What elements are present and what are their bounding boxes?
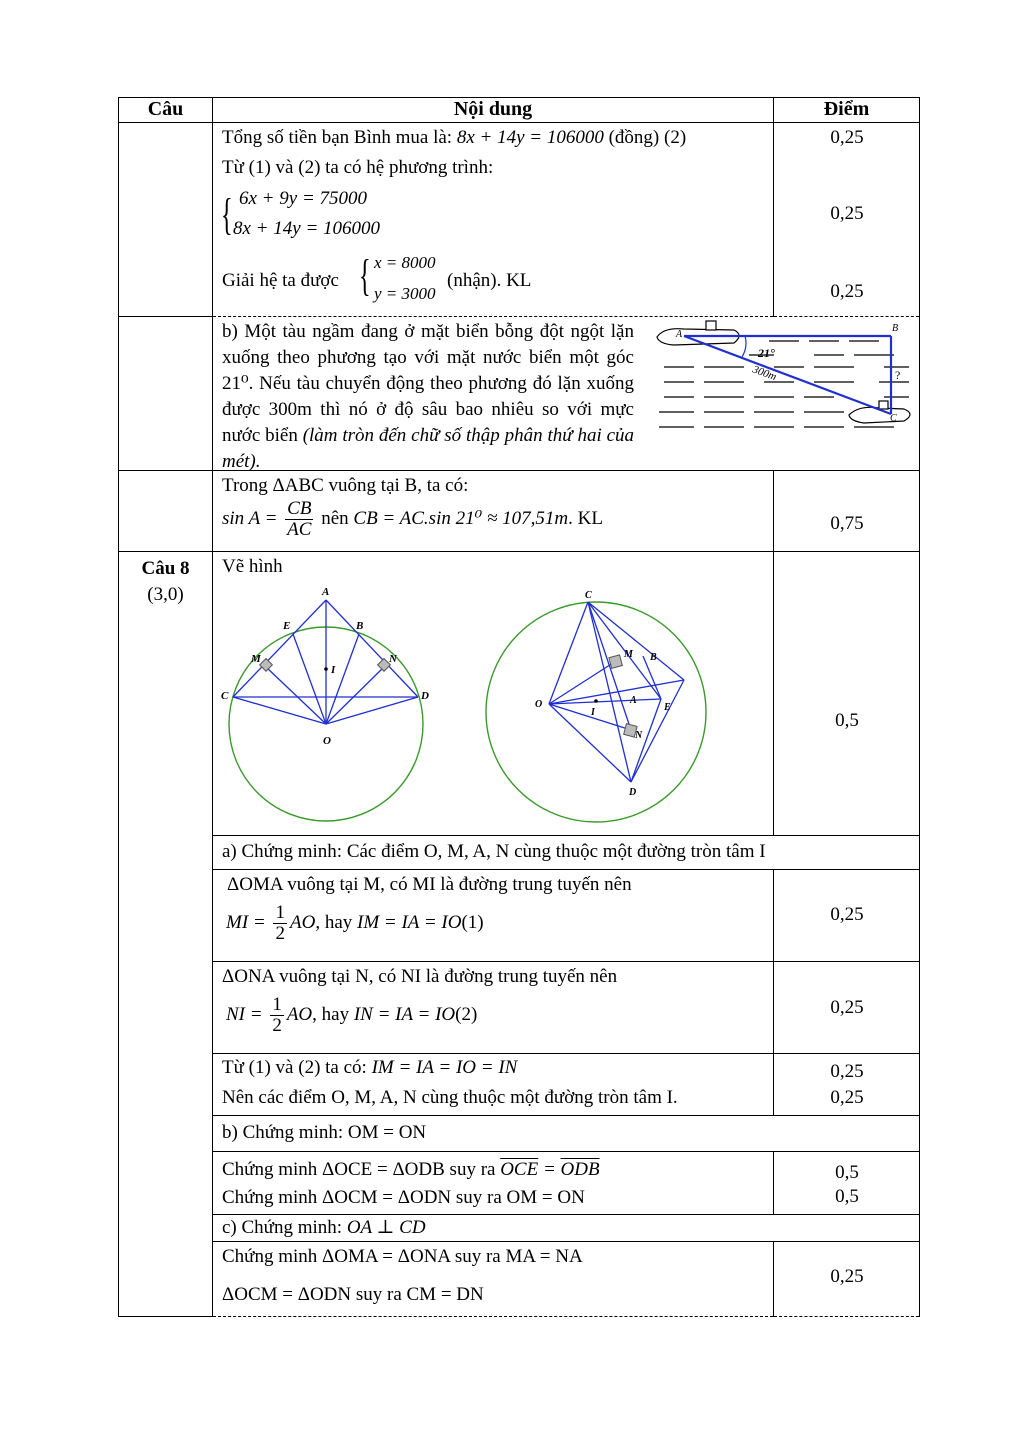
equals-sign: = [542, 1159, 556, 1180]
label-c: C [585, 590, 592, 601]
score-value: 0,5 [835, 1186, 859, 1207]
submarine-problem [213, 317, 919, 470]
label-a: A [322, 587, 330, 598]
solve-tail: (nhận). KL [447, 270, 532, 291]
question-number: Câu 8 [141, 558, 190, 579]
segment-ac [684, 336, 891, 414]
angle-odb: $\overline{ODB}$ [560, 1159, 600, 1180]
row-part-c-proof [119, 1242, 920, 1317]
total-cost-line [222, 125, 686, 151]
conclusion-text: Từ (1) và (2) ta có: [222, 1057, 367, 1078]
submarine-figure [654, 317, 919, 444]
draw-figure-label: Vẽ hình [222, 556, 283, 577]
row-part-a-heading [119, 836, 920, 870]
total-cost-tail: (đồng) (2) [608, 127, 687, 148]
total-cost-text: Tổng số tiền bạn Bình mua là: [222, 127, 453, 148]
eq-rhs: AO [286, 1003, 313, 1025]
proof-1-equation [226, 903, 484, 944]
score-value: 0,75 [830, 513, 864, 534]
label-b: B [650, 652, 657, 663]
label-n: N [389, 653, 397, 665]
answer-table [118, 97, 920, 1317]
label-e: E [664, 702, 671, 713]
problem-text: b) Một tàu ngầm đang ở mặt biển bỗng đột ngột lặn xuống theo phương tạo với mặt nước biển một góc 21⁰. Nếu tàu chuyển động theo phương đó lặn xuống được 300m thì nó ở độ sâu bao nhiêu so với mực nước biển [222, 321, 634, 446]
label-d: D [629, 787, 637, 798]
fraction-denominator: 2 [272, 1015, 282, 1036]
left-brace: { [221, 190, 233, 239]
score-value: 0,25 [830, 1061, 864, 1082]
system-eq-2: 8x + 14y = 106000 [233, 218, 381, 239]
eq-ref: (2) [455, 1003, 478, 1025]
question-8-figure-cell [213, 552, 773, 835]
row-part-a-proof-1 [119, 870, 920, 962]
row-part-c-heading [119, 1215, 920, 1242]
fraction-denominator: 2 [275, 923, 285, 944]
label-o: O [323, 735, 331, 747]
part-c-heading [222, 1215, 426, 1241]
eq-ref: (1) [461, 911, 484, 933]
part-a-heading: a) Chứng minh: Các điểm O, M, A, N cùng thuộc một đường tròn tâm I [222, 841, 766, 862]
score-value: 0,25 [830, 281, 864, 302]
label-n: N [635, 730, 643, 741]
part-b-line-2: Chứng minh ΔOCM = ΔODN suy ra OM = ON [222, 1187, 585, 1208]
label-m: M [251, 653, 261, 665]
label-b: B [892, 323, 899, 334]
row-system [119, 123, 920, 317]
triangle-abc [684, 336, 891, 414]
score-value: 0,25 [830, 997, 864, 1018]
sine-lhs: sin A = [222, 507, 278, 529]
eq-chain: IM = IA = IO [357, 911, 462, 933]
label-i: I [591, 707, 595, 718]
eq-lhs: MI = [226, 911, 266, 933]
label-a: A [630, 695, 637, 706]
connector-word: nên [321, 507, 349, 529]
angle-oce: $\overline{OCE}$ [500, 1159, 539, 1180]
right-angle-m [260, 659, 273, 672]
label-e: E [283, 620, 291, 632]
eq-tail: , hay [315, 911, 353, 933]
answer-key-page [118, 97, 919, 1317]
part-b-heading: b) Chứng minh: OM = ON [222, 1122, 427, 1143]
row-part-a-proof-2 [119, 962, 920, 1054]
triangle-statement: Trong ΔABC vuông tại B, ta có: [222, 475, 469, 496]
figure-2 [486, 590, 706, 822]
sine-solution [213, 471, 773, 551]
row-part-b-proof [119, 1152, 920, 1215]
sine-equation-line [222, 499, 603, 540]
conclusion-line-1 [222, 1055, 517, 1081]
label-c: C [890, 413, 897, 424]
score-value: 0,5 [835, 1162, 859, 1183]
header-score: Điểm [774, 98, 920, 123]
score-value: 0,25 [830, 127, 864, 148]
fraction-half [273, 903, 287, 944]
problem-text-block [222, 319, 634, 475]
question-points: (3,0) [147, 584, 184, 605]
conclusion-equation: IM = IA = IO = IN [371, 1057, 518, 1078]
depth-question-mark: ? [895, 368, 901, 382]
eq-lhs: NI = [226, 1003, 263, 1025]
part-c-line-1: Chứng minh ΔOMA = ΔONA suy ra MA = NA [222, 1246, 583, 1267]
fraction-half [270, 995, 284, 1036]
score-value: 0,25 [830, 1087, 864, 1108]
submarine-bottom [849, 401, 910, 423]
proof-1-statement: ΔOMA vuông tại M, có MI là đường trung tuyến nên [227, 874, 632, 895]
proof-2-statement: ΔONA vuông tại N, có NI là đường trung tuyến nên [222, 966, 618, 987]
fraction-denominator: AC [287, 519, 312, 540]
system-content [213, 123, 773, 316]
depth-result: CB = AC.sin 21⁰ ≈ 107,51m [353, 507, 569, 529]
system-intro: Từ (1) và (2) ta có hệ phương trình: [222, 157, 494, 178]
conclusion-tail: . KL [568, 507, 603, 529]
total-cost-equation: 8x + 14y = 106000 [456, 127, 604, 148]
part-b-line-1 [222, 1157, 600, 1183]
fraction-cb-ac [285, 499, 313, 540]
problem-italic-note: (làm tròn đến chữ số thập phân thứ hai của mét). [222, 425, 634, 472]
perpendicular-statement: OA ⊥ CD [346, 1217, 426, 1238]
part-c-text: c) Chứng minh: [222, 1217, 343, 1238]
header-content: Nội dung [213, 98, 774, 123]
label-i: I [331, 664, 336, 676]
eq-chain: IN = IA = IO [353, 1003, 456, 1025]
label-b: B [356, 620, 364, 632]
solution-y: y = 3000 [374, 284, 436, 303]
geometry-figures [221, 587, 766, 832]
label-m: M [624, 649, 633, 660]
table-header-row [119, 98, 920, 123]
fraction-numerator: CB [287, 498, 312, 519]
label-d: D [421, 690, 429, 702]
distance-label: 300m [750, 363, 779, 384]
row-question-8-figure [119, 552, 920, 836]
row-submarine-problem [119, 317, 920, 471]
score-value: 0,25 [830, 904, 864, 925]
score-value: 0,25 [830, 203, 864, 224]
question-8-label-cell [119, 552, 212, 608]
fraction-numerator: 1 [272, 994, 282, 1015]
angle-arc [742, 336, 746, 357]
part-b-text: Chứng minh ΔOCE = ΔODB suy ra [222, 1159, 496, 1180]
fraction-numerator: 1 [275, 902, 285, 923]
score-value: 0,5 [835, 710, 859, 731]
figure-1 [221, 587, 429, 821]
eq-tail: , hay [312, 1003, 350, 1025]
row-part-b-heading [119, 1116, 920, 1152]
label-c: C [221, 690, 229, 702]
part-c-line-2: ΔOCM = ΔODN suy ra CM = DN [222, 1284, 484, 1305]
proof-2-equation [226, 995, 477, 1036]
row-part-a-conclusion [119, 1054, 920, 1116]
header-question: Câu [119, 98, 213, 123]
score-value: 0,25 [830, 1266, 864, 1287]
conclusion-line-2: Nên các điểm O, M, A, N cùng thuộc một đường tròn tâm I. [222, 1087, 678, 1108]
question-cell-empty [119, 123, 213, 317]
solution-x: x = 8000 [374, 253, 436, 272]
eq-rhs: AO [289, 911, 316, 933]
row-sine-solution [119, 471, 920, 552]
solve-text: Giải hệ ta được [222, 270, 339, 291]
left-brace: { [359, 251, 371, 300]
angle-label: 21° [758, 346, 775, 360]
label-o: O [535, 699, 543, 710]
system-eq-1: 6x + 9y = 75000 [239, 188, 368, 209]
label-a: A [676, 329, 683, 340]
right-angle-m [609, 655, 622, 668]
